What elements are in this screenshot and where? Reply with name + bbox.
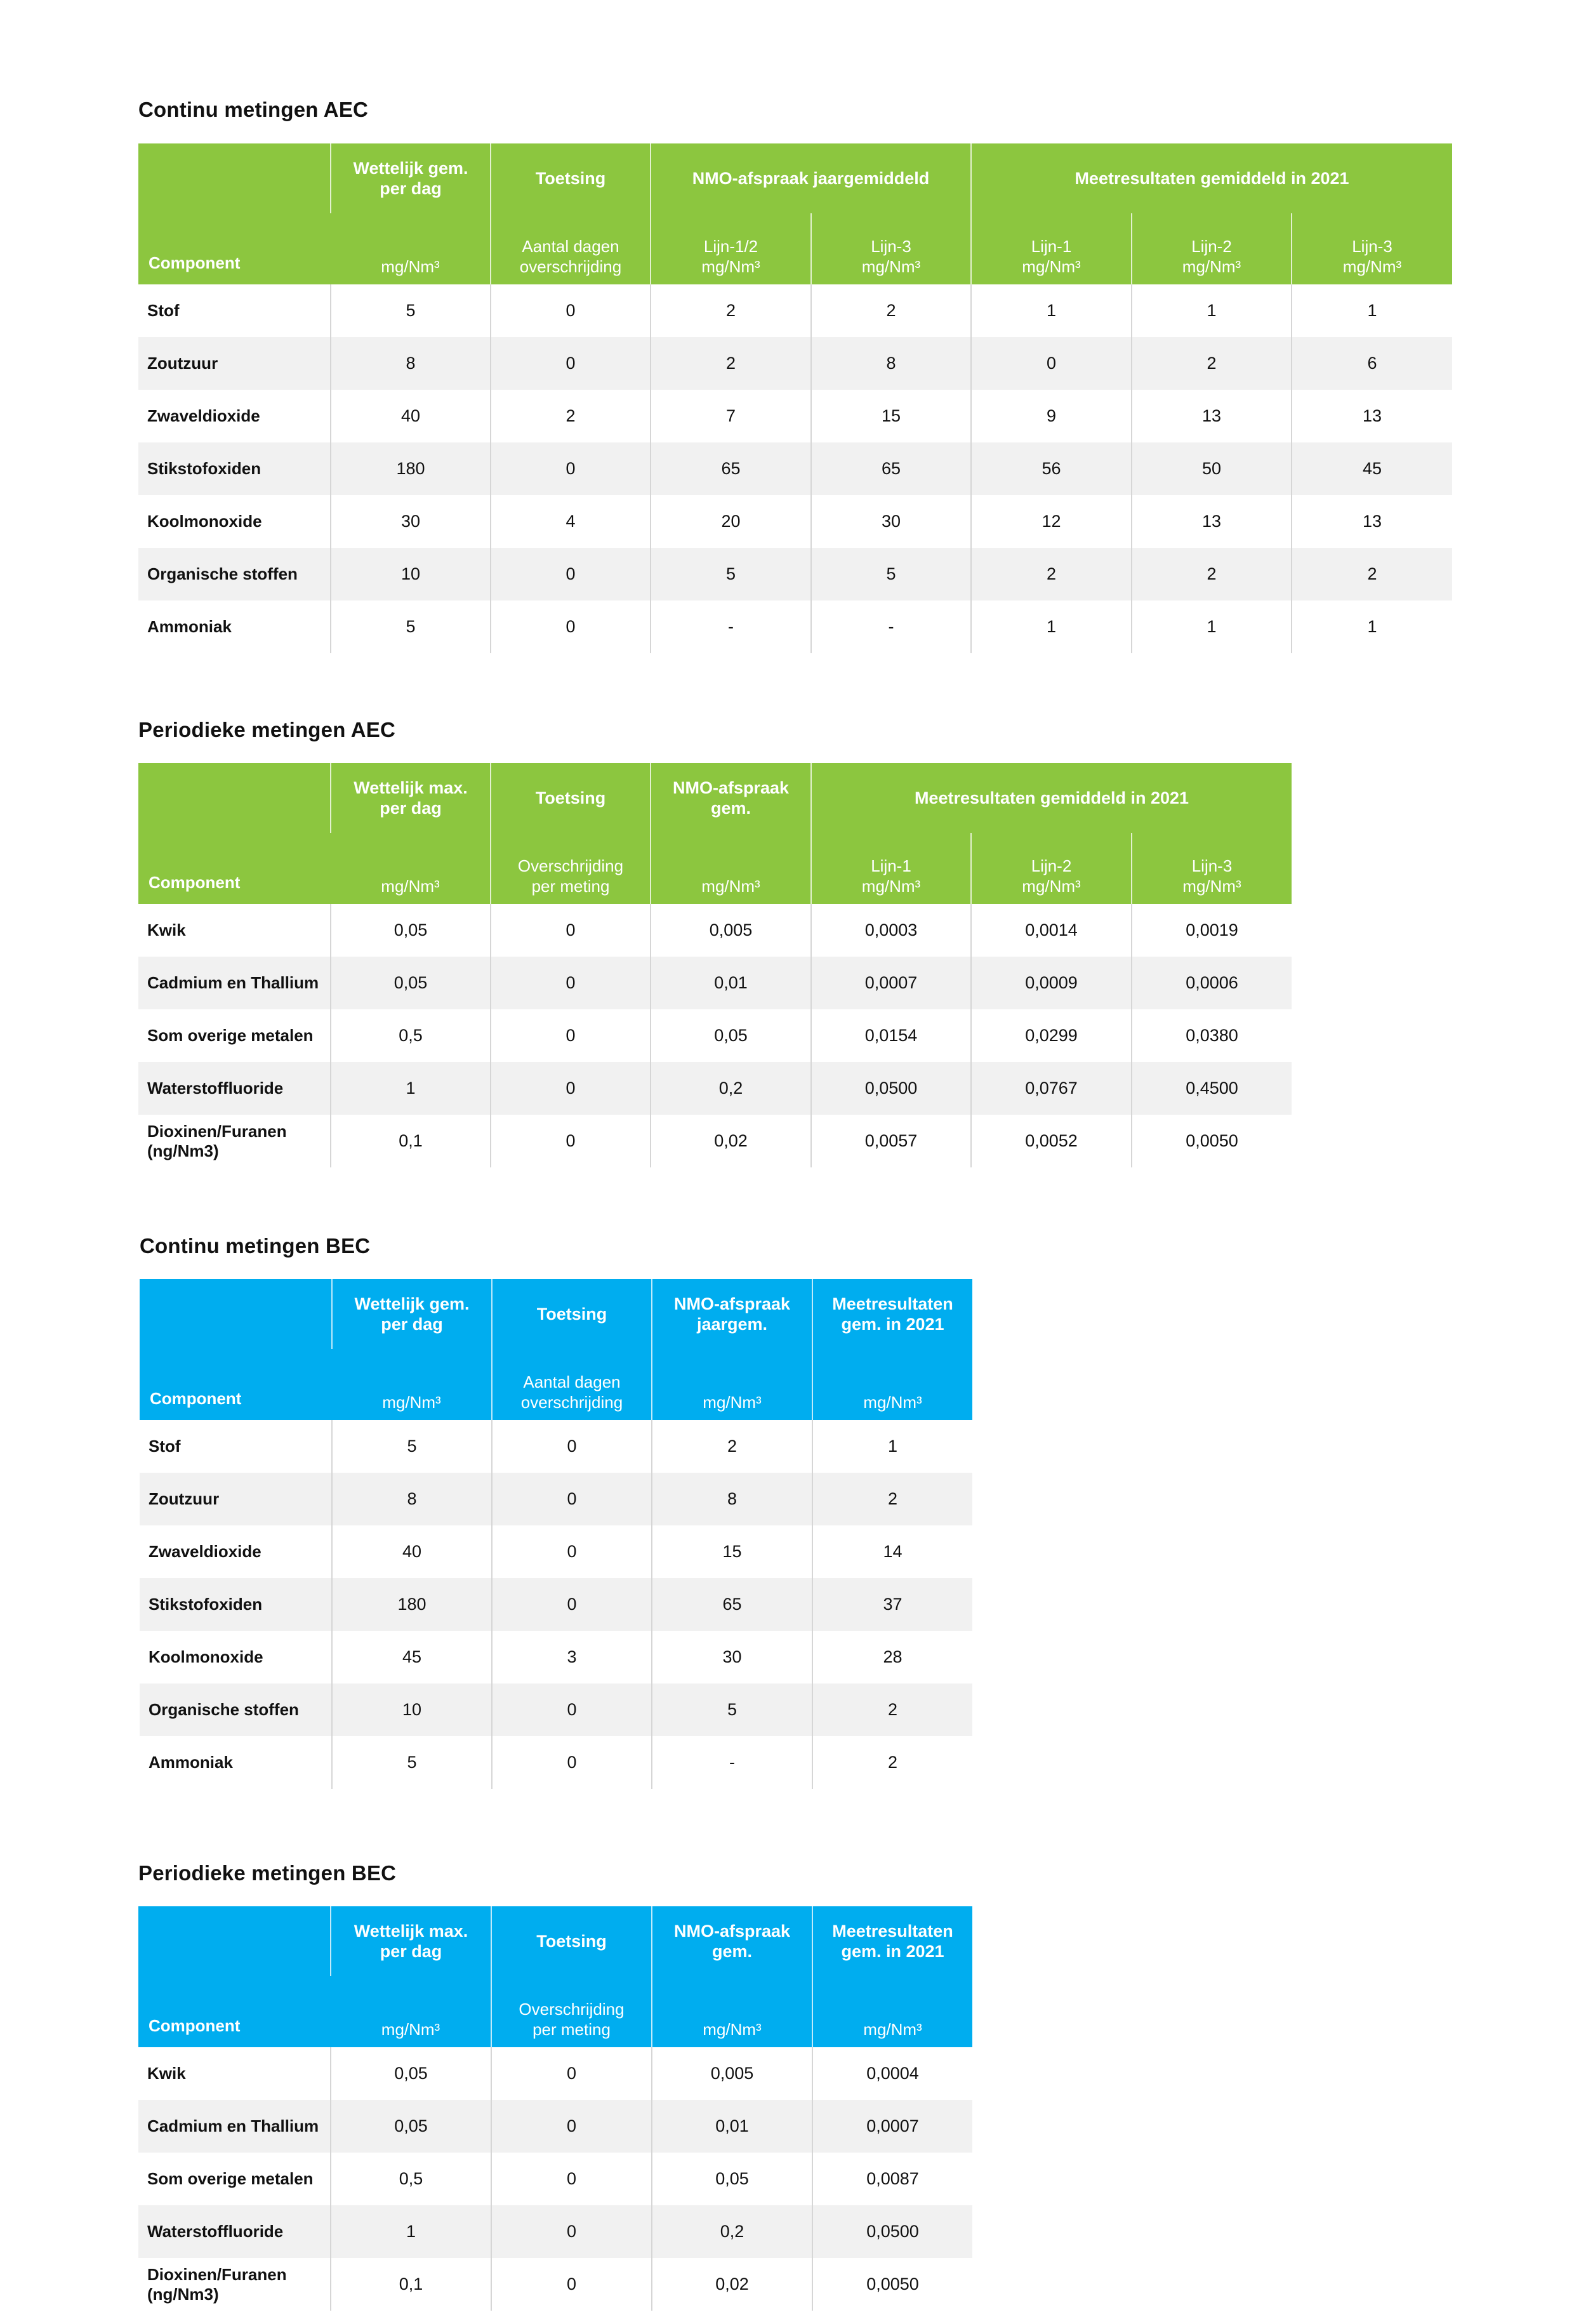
value-cell: 13 bbox=[1132, 390, 1292, 442]
value-cell: 1 bbox=[1132, 601, 1292, 653]
value-cell: 9 bbox=[971, 390, 1132, 442]
value-cell: 0 bbox=[491, 2100, 652, 2153]
table-row bbox=[138, 284, 1452, 337]
value-cell: 0 bbox=[491, 957, 651, 1009]
value-cell: 2 bbox=[812, 1683, 972, 1736]
value-cell: 12 bbox=[971, 495, 1132, 548]
value-cell: 65 bbox=[652, 1578, 812, 1631]
header-nmo-unit: mg/Nm³ bbox=[651, 833, 811, 904]
table-row bbox=[138, 548, 1452, 601]
value-cell: 5 bbox=[332, 1736, 492, 1789]
value-cell: 15 bbox=[811, 390, 971, 442]
value-cell: 0,005 bbox=[652, 2047, 812, 2100]
table-body bbox=[138, 904, 1292, 1167]
value-cell: 8 bbox=[811, 337, 971, 390]
value-cell: 0 bbox=[491, 1115, 651, 1167]
value-cell: 20 bbox=[651, 495, 811, 548]
value-cell: 2 bbox=[1132, 337, 1292, 390]
value-cell: 30 bbox=[811, 495, 971, 548]
header-meet-lijn-2: Lijn-2 mg/Nm³ bbox=[1132, 213, 1292, 284]
value-cell: 0,0050 bbox=[1132, 1115, 1292, 1167]
table-row bbox=[140, 1631, 972, 1683]
table-row bbox=[140, 1683, 972, 1736]
value-cell: 1 bbox=[331, 2205, 491, 2258]
value-cell: 50 bbox=[1132, 442, 1292, 495]
header-nmo: NMO-afspraak jaargemiddeld bbox=[651, 143, 971, 213]
component-name-cell: Stikstofoxiden bbox=[138, 442, 331, 495]
value-cell: 40 bbox=[331, 390, 491, 442]
value-cell: 13 bbox=[1132, 495, 1292, 548]
value-cell: 0,0380 bbox=[1132, 1009, 1292, 1062]
header-nmo: NMO-afspraak gem. bbox=[651, 763, 811, 833]
value-cell: 0,0299 bbox=[971, 1009, 1132, 1062]
header-wettelijk-unit: mg/Nm³ bbox=[331, 833, 491, 904]
component-name-cell: Zwaveldioxide bbox=[147, 406, 260, 425]
table-row bbox=[138, 2205, 972, 2258]
header-toetsing: Toetsing bbox=[491, 1906, 652, 1976]
table-continu-bec bbox=[140, 1279, 972, 1789]
header-component: Component bbox=[138, 143, 331, 284]
section-title-continu-aec: Continu metingen AEC bbox=[138, 98, 369, 121]
value-cell: 5 bbox=[332, 1420, 492, 1473]
header-meetresultaten: Meetresultaten gemiddeld in 2021 bbox=[971, 143, 1452, 213]
header-meetresultaten: Meetresultaten gemiddeld in 2021 bbox=[811, 763, 1292, 833]
value-cell: 180 bbox=[331, 442, 491, 495]
component-name-cell: Waterstoffluoride bbox=[138, 2205, 331, 2258]
value-cell: 8 bbox=[652, 1473, 812, 1525]
component-name-cell: Kwik bbox=[147, 920, 186, 940]
value-cell: 0,0009 bbox=[971, 957, 1132, 1009]
value-cell: 180 bbox=[332, 1578, 492, 1631]
component-name-cell: Zwaveldioxide bbox=[149, 1542, 261, 1561]
value-cell: 28 bbox=[812, 1631, 972, 1683]
value-cell: 0 bbox=[491, 2258, 652, 2311]
value-cell: 0,0019 bbox=[1132, 904, 1292, 957]
component-name-cell: Dioxinen/Furanen (ng/Nm3) bbox=[147, 1121, 287, 1160]
value-cell: 0,2 bbox=[651, 1062, 811, 1115]
table-row bbox=[138, 390, 1452, 442]
header-toetsing-sub: Aantal dagen overschrijding bbox=[492, 1349, 652, 1420]
value-cell: 1 bbox=[331, 1062, 491, 1115]
value-cell: 2 bbox=[971, 548, 1132, 601]
value-cell: 8 bbox=[331, 337, 491, 390]
value-cell: 2 bbox=[491, 390, 651, 442]
header-meetresultaten: Meetresultaten gem. in 2021 bbox=[812, 1906, 972, 1976]
value-cell: 13 bbox=[1292, 495, 1452, 548]
header-toetsing: Toetsing bbox=[491, 763, 651, 833]
value-cell: 0 bbox=[971, 337, 1132, 390]
value-cell: 0,0767 bbox=[971, 1062, 1132, 1115]
value-cell: - bbox=[651, 601, 811, 653]
component-name-cell: Stof bbox=[147, 301, 180, 320]
table-row bbox=[138, 1009, 1292, 1062]
value-cell: 5 bbox=[331, 601, 491, 653]
header-meet-unit: mg/Nm³ bbox=[812, 1349, 972, 1420]
header-nmo-lijn-3: Lijn-3 mg/Nm³ bbox=[811, 213, 971, 284]
value-cell: 0,05 bbox=[331, 904, 491, 957]
section-title-continu-bec: Continu metingen BEC bbox=[140, 1234, 371, 1258]
value-cell: 0 bbox=[492, 1420, 652, 1473]
header-wettelijk-unit: mg/Nm³ bbox=[331, 1976, 491, 2047]
value-cell: 0,2 bbox=[652, 2205, 812, 2258]
value-cell: 4 bbox=[491, 495, 651, 548]
value-cell: 0 bbox=[492, 1736, 652, 1789]
value-cell: 65 bbox=[811, 442, 971, 495]
header-toetsing-sub: Overschrijding per meting bbox=[491, 833, 651, 904]
header-meetresultaten: Meetresultaten gem. in 2021 bbox=[812, 1279, 972, 1349]
value-cell: 13 bbox=[1292, 390, 1452, 442]
value-cell: 0,0050 bbox=[812, 2258, 972, 2311]
header-component: Component bbox=[138, 1906, 331, 2047]
value-cell: 0,0003 bbox=[811, 904, 971, 957]
header-toetsing-sub: Aantal dagen overschrijding bbox=[491, 213, 651, 284]
value-cell: 0,0014 bbox=[971, 904, 1132, 957]
component-name-cell: Stikstofoxiden bbox=[140, 1578, 332, 1631]
value-cell: 2 bbox=[1132, 548, 1292, 601]
component-name-cell: Stof bbox=[149, 1437, 181, 1456]
value-cell: 5 bbox=[651, 548, 811, 601]
table-row bbox=[138, 2100, 972, 2153]
value-cell: 0 bbox=[491, 442, 651, 495]
value-cell: - bbox=[652, 1736, 812, 1789]
table-periodiek-aec bbox=[138, 763, 1292, 1167]
value-cell: 0 bbox=[492, 1578, 652, 1631]
table-row bbox=[138, 2153, 972, 2205]
component-name-cell: Waterstoffluoride bbox=[138, 1062, 331, 1115]
header-meet-lijn-1: Lijn-1 mg/Nm³ bbox=[811, 833, 971, 904]
component-name-cell: Koolmonoxide bbox=[147, 512, 262, 531]
value-cell: 0,05 bbox=[652, 2153, 812, 2205]
value-cell: 0 bbox=[491, 1062, 651, 1115]
value-cell: 10 bbox=[331, 548, 491, 601]
header-meet-unit: mg/Nm³ bbox=[812, 1976, 972, 2047]
value-cell: 1 bbox=[1132, 284, 1292, 337]
table-row bbox=[138, 1115, 1292, 1167]
table-row bbox=[138, 2258, 972, 2311]
header-wettelijk-unit: mg/Nm³ bbox=[332, 1349, 492, 1420]
value-cell: 2 bbox=[652, 1420, 812, 1473]
value-cell: 2 bbox=[812, 1473, 972, 1525]
header-meet-lijn-2: Lijn-2 mg/Nm³ bbox=[971, 833, 1132, 904]
table-row bbox=[138, 1062, 1292, 1115]
section-title-periodiek-bec: Periodieke metingen BEC bbox=[138, 1861, 397, 1885]
value-cell: 0,5 bbox=[331, 2153, 491, 2205]
component-name-cell: Zoutzuur bbox=[140, 1473, 332, 1525]
value-cell: 15 bbox=[652, 1525, 812, 1578]
table-row bbox=[138, 337, 1452, 390]
value-cell: 1 bbox=[1292, 601, 1452, 653]
value-cell: 0,0006 bbox=[1132, 957, 1292, 1009]
header-wettelijk: Wettelijk gem. per dag bbox=[332, 1279, 492, 1349]
table-row bbox=[140, 1473, 972, 1525]
value-cell: 0,05 bbox=[331, 2100, 491, 2153]
table-body bbox=[138, 284, 1452, 653]
value-cell: 0 bbox=[491, 904, 651, 957]
value-cell: 0,0052 bbox=[971, 1115, 1132, 1167]
value-cell: 0 bbox=[491, 2047, 652, 2100]
value-cell: 56 bbox=[971, 442, 1132, 495]
header-meet-lijn-3: Lijn-3 mg/Nm³ bbox=[1132, 833, 1292, 904]
value-cell: 0,02 bbox=[651, 1115, 811, 1167]
value-cell: 14 bbox=[812, 1525, 972, 1578]
value-cell: 8 bbox=[332, 1473, 492, 1525]
component-name-cell: Som overige metalen bbox=[147, 2169, 314, 2188]
table-row bbox=[140, 1578, 972, 1631]
value-cell: 0,0007 bbox=[811, 957, 971, 1009]
component-name-cell: Organische stoffen bbox=[138, 548, 331, 601]
value-cell: 0 bbox=[491, 548, 651, 601]
value-cell: 0 bbox=[492, 1525, 652, 1578]
value-cell: 0,4500 bbox=[1132, 1062, 1292, 1115]
value-cell: 0 bbox=[492, 1473, 652, 1525]
value-cell: 2 bbox=[651, 337, 811, 390]
table-row bbox=[138, 904, 1292, 957]
value-cell: 2 bbox=[1292, 548, 1452, 601]
value-cell: 0,02 bbox=[652, 2258, 812, 2311]
value-cell: 0 bbox=[491, 601, 651, 653]
value-cell: 0,1 bbox=[331, 2258, 491, 2311]
value-cell: 45 bbox=[332, 1631, 492, 1683]
header-nmo: NMO-afspraak jaargem. bbox=[652, 1279, 812, 1349]
value-cell: 0,05 bbox=[331, 2047, 491, 2100]
value-cell: 1 bbox=[812, 1420, 972, 1473]
table-row bbox=[140, 1736, 972, 1789]
value-cell: 2 bbox=[812, 1736, 972, 1789]
value-cell: 5 bbox=[331, 284, 491, 337]
value-cell: - bbox=[811, 601, 971, 653]
section-title-periodiek-aec: Periodieke metingen AEC bbox=[138, 718, 395, 741]
value-cell: 40 bbox=[332, 1525, 492, 1578]
component-name-cell: Zoutzuur bbox=[138, 337, 331, 390]
header-meet-lijn-3: Lijn-3 mg/Nm³ bbox=[1292, 213, 1452, 284]
value-cell: 30 bbox=[331, 495, 491, 548]
table-row bbox=[138, 2047, 972, 2100]
table-row bbox=[138, 495, 1452, 548]
value-cell: 0,1 bbox=[331, 1115, 491, 1167]
value-cell: 0,01 bbox=[651, 957, 811, 1009]
header-nmo-lijn-1-2: Lijn-1/2 mg/Nm³ bbox=[651, 213, 811, 284]
value-cell: 1 bbox=[971, 601, 1132, 653]
component-name-cell: Organische stoffen bbox=[140, 1683, 332, 1736]
header-meet-lijn-1: Lijn-1 mg/Nm³ bbox=[971, 213, 1132, 284]
header-wettelijk: Wettelijk max. per dag bbox=[331, 763, 491, 833]
table-row bbox=[140, 1525, 972, 1578]
table-body bbox=[138, 2047, 972, 2311]
value-cell: 0 bbox=[491, 284, 651, 337]
value-cell: 0,01 bbox=[652, 2100, 812, 2153]
header-nmo: NMO-afspraak gem. bbox=[652, 1906, 812, 1976]
value-cell: 45 bbox=[1292, 442, 1452, 495]
value-cell: 5 bbox=[811, 548, 971, 601]
value-cell: 6 bbox=[1292, 337, 1452, 390]
value-cell: 0,5 bbox=[331, 1009, 491, 1062]
component-name-cell: Cadmium en Thallium bbox=[138, 957, 331, 1009]
header-nmo-unit: mg/Nm³ bbox=[652, 1349, 812, 1420]
table-row bbox=[138, 442, 1452, 495]
table-body bbox=[140, 1420, 972, 1789]
value-cell: 0 bbox=[492, 1683, 652, 1736]
value-cell: 0,005 bbox=[651, 904, 811, 957]
value-cell: 3 bbox=[492, 1631, 652, 1683]
component-name-cell: Kwik bbox=[147, 2064, 186, 2083]
value-cell: 0,0057 bbox=[811, 1115, 971, 1167]
header-toetsing: Toetsing bbox=[491, 143, 651, 213]
value-cell: 0,0007 bbox=[812, 2100, 972, 2153]
value-cell: 37 bbox=[812, 1578, 972, 1631]
header-wettelijk-unit: mg/Nm³ bbox=[331, 213, 491, 284]
value-cell: 1 bbox=[1292, 284, 1452, 337]
component-name-cell: Som overige metalen bbox=[147, 1026, 314, 1045]
component-name-cell: Ammoniak bbox=[147, 617, 232, 636]
header-nmo-unit: mg/Nm³ bbox=[652, 1976, 812, 2047]
header-wettelijk: Wettelijk max. per dag bbox=[331, 1906, 491, 1976]
value-cell: 0 bbox=[491, 2205, 652, 2258]
header-component: Component bbox=[140, 1279, 332, 1420]
value-cell: 65 bbox=[651, 442, 811, 495]
value-cell: 7 bbox=[651, 390, 811, 442]
component-name-cell: Koolmonoxide bbox=[149, 1647, 263, 1666]
value-cell: 30 bbox=[652, 1631, 812, 1683]
value-cell: 2 bbox=[811, 284, 971, 337]
value-cell: 0,0500 bbox=[811, 1062, 971, 1115]
value-cell: 10 bbox=[332, 1683, 492, 1736]
value-cell: 0,05 bbox=[331, 957, 491, 1009]
component-name-cell: Dioxinen/Furanen (ng/Nm3) bbox=[147, 2264, 287, 2304]
component-name-cell: Cadmium en Thallium bbox=[138, 2100, 331, 2153]
table-row bbox=[138, 957, 1292, 1009]
value-cell: 0,0087 bbox=[812, 2153, 972, 2205]
header-toetsing: Toetsing bbox=[492, 1279, 652, 1349]
value-cell: 2 bbox=[651, 284, 811, 337]
header-wettelijk: Wettelijk gem. per dag bbox=[331, 143, 491, 213]
value-cell: 0 bbox=[491, 2153, 652, 2205]
header-component: Component bbox=[138, 763, 331, 904]
value-cell: 1 bbox=[971, 284, 1132, 337]
value-cell: 0,0500 bbox=[812, 2205, 972, 2258]
value-cell: 5 bbox=[652, 1683, 812, 1736]
table-row bbox=[138, 601, 1452, 653]
value-cell: 0,0004 bbox=[812, 2047, 972, 2100]
table-continu-aec bbox=[138, 143, 1452, 653]
table-row bbox=[140, 1420, 972, 1473]
table-periodiek-bec bbox=[138, 1906, 972, 2311]
value-cell: 0 bbox=[491, 337, 651, 390]
header-toetsing-sub: Overschrijding per meting bbox=[491, 1976, 652, 2047]
value-cell: 0,05 bbox=[651, 1009, 811, 1062]
component-name-cell: Ammoniak bbox=[149, 1753, 233, 1772]
value-cell: 0,0154 bbox=[811, 1009, 971, 1062]
value-cell: 0 bbox=[491, 1009, 651, 1062]
